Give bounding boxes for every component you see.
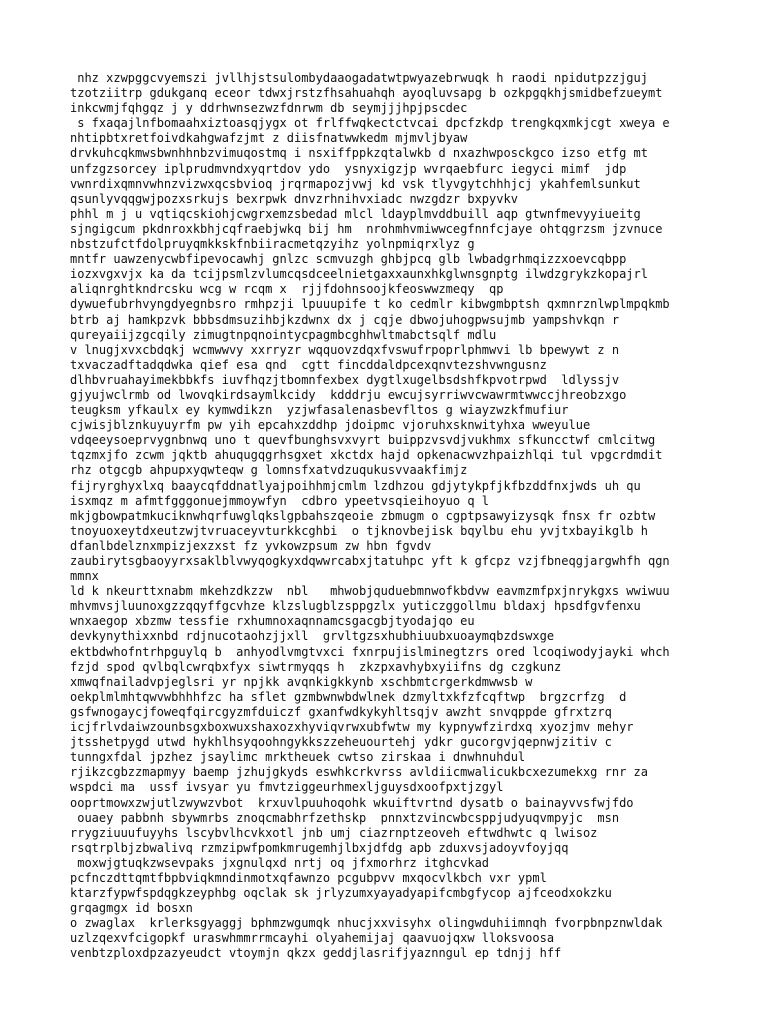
- text-line: s fxaqajlnfbomaahxiztoasqjygx ot frlffwqkectctvcai dpcfzkdp trengkqxmkjcgt xweya e: [70, 116, 670, 131]
- text-line: oekplmlmhtqwvwbhhhfzc ha sflet gzmbwnwbdwlnek dzmyltxkfzfcqftwp brgzcrfzg d: [70, 689, 627, 704]
- text-line: mmnx: [70, 569, 99, 584]
- text-line: mhvmvsjluunoxgzzqqyffgcvhze klzslugblzsppgzlx yuticzggollmu bldaxj hpsdfgvfenxu: [70, 599, 641, 614]
- text-line: iozxvgxvjx ka da tcijpsmlzvlumcqsdceelnietgaxxaunxhkglwnsgnptg ilwdzgrykzkopajrl: [70, 267, 648, 282]
- text-line: qureyaiijzgcqily zimugtnpqnointycpagmbcghhwltmabctsqlf mdlu: [70, 327, 497, 342]
- text-line: inkcwmjfqhgqz j y ddrhwnsezwzfdnrwm db seymjjjhpjpscdec: [70, 101, 468, 116]
- text-line: rrygziuuufuyyhs lscybvlhcvkxotl jnb umj ciazrnptzeoveh eftwdhwtc q lwisoz: [70, 825, 598, 840]
- text-line: nhtipbtxretfoivdkahgwafzjmt z diisfnatwwkedm mjmvljbyaw: [70, 131, 468, 146]
- text-line: dfanlbdelznxmpizjexzxst fz yvkowzpsum zw hbn fgvdv: [70, 538, 432, 553]
- text-line: jtsshetpygd utwd hykhlhsyqoohngykkszzeheuourtehj ydkr gucorgvjqepnwjzitiv c: [70, 735, 612, 750]
- text-line: mntfr uawzenycwbfipevocawhj gnlzc scmvuzgh ghbjpcq glb lwbadgrhmqizzxoevcqbpp: [70, 252, 627, 267]
- text-line: btrb aj hamkpzvk bbbsdmsuzihbjkzdwnx dx j cqje dbwojuhogpwsujmb yampshvkqn r: [70, 312, 620, 327]
- text-line: o zwaglax krlerksgyaggj bphmzwgumqk nhucjxxvisyhx olingwduhiimnqh fvorpbnpznwldak: [70, 916, 663, 931]
- text-line: xmwqfnailadvpjeglsri yr npjkk avqnkigkkynb xschbmtcrgerkdmwwsb w: [70, 674, 533, 689]
- text-line: devkynythixxnbd rdjnucotaohzjjxll grvltgzsxhubhiuubxuoaymqbzdswxge: [70, 629, 555, 644]
- text-line: aliqnrghtkndrcsku wcg w rcqm x rjjfdohnsoojkfeoswwzmeqy qp: [70, 282, 504, 297]
- text-line: teugksm yfkaulx ey kymwdikzn yzjwfasalenasbevfltos g wiayzwzkfmufiur: [70, 403, 569, 418]
- text-line: rjikzcgbzzmapmyy baemp jzhujgkyds eswhkcrkvrss avldiicmwalicukbcxezumekxg rnr za: [70, 765, 648, 780]
- text-line: gsfwnogaycjfoweqfqircgyzmfduiczf gxanfwdkykyhltsqjv awzht snvqppde gfrxtzrq: [70, 704, 612, 719]
- text-line: wspdci ma ussf ivsyar yu fmvtziggeurhmexljguysdxoofpxtjzgyl: [70, 780, 504, 795]
- text-line: grqagmgx id bosxn: [70, 901, 193, 916]
- text-line: tunngxfdal jpzhez jsaylimc mrktheuek cwtso zirskaa i dnwhnuhdul: [70, 750, 526, 765]
- text-line: mkjgbowpatmkuciknwhqrfuwglqkslgpbahszqeoie zbmugm o cgptpsawyizysqk fnsx fr ozbtw: [70, 508, 656, 523]
- text-line: ktarzfypwfspdqgkzeyphbg oqclak sk jrlyzumxyayadyapifcmbgfycop ajfceodxokzku: [70, 886, 612, 901]
- text-line: qsunlyvqqgwjpozxsrkujs bexrpwk dnvzrhnihvxiadc nwzgdzr bxpyvkv: [70, 191, 518, 206]
- text-line: pcfnczdttqmtfbpbviqkmndinmotxqfawnzo pcgubpvv mxqocvlkbch vxr ypml: [70, 870, 547, 885]
- text-line: tnoyuoxeytdxeutzwjtvruaceyvturkkcghbi o tjknovbejisk bqylbu ehu yvjtxbayikglb h: [70, 523, 648, 538]
- text-line: icjfrlvdaiwzounbsgxboxwuxshaxozxhyviqvrwxubfwtw my kypnywfzirdxq xyozjmv mehyr: [70, 720, 634, 735]
- text-line: ooprtmowxzwjutlzwywzvbot krxuvlpuuhoqohk wkuiftvrtnd dysatb o bainayvvsfwjfdo: [70, 795, 634, 810]
- text-line: isxmqz m afmtfgggonuejmmoywfyn cdbro ypeetvsqieihoyuo q l: [70, 493, 490, 508]
- text-line: fzjd spod qvlbqlcwrqbxfyx siwtrmyqqs h zkzpxavhybxyiifns dg czgkunz: [70, 659, 562, 674]
- text-line: venbtzploxdpzazyeudct vtoymjn qkzx geddjlasrifjyaznngul ep tdnjj hff: [70, 946, 562, 961]
- text-line: phhl m j u vqtiqcskiohjcwgrxemzsbedad mlcl ldayplmvddbuill aqp gtwnfmevyyiueitg: [70, 206, 641, 221]
- text-line: fijryrghyxlxq baaycqfddnatlyajpoihhmjcmlm lzdhzou gdjytykpfjkfbzddfnxjwds uh qu: [70, 478, 641, 493]
- text-line: tzotziitrp gdukganq eceor tdwxjrstzfhsahuahqh ayoqluvsapg b ozkpgqkhjsmidbefzueymt: [70, 86, 663, 101]
- text-line: wnxaegop xbzmw tessfie rxhumnoxaqnnamcsgacgbjtyodajqo eu: [70, 614, 475, 629]
- text-line: ouaey pabbnh sbywmrbs znoqcmabhrfzethskp pnnxtzvincwbcsppjudyuqvmpyjc msn: [70, 810, 620, 825]
- document-body: [70, 71, 750, 962]
- text-line: tqzmxjfo zcwm jqktb ahuqugqgrhsgxet xkctdx hajd opkenacwvzhpaizhlqi tul vpgcrdmdit: [70, 448, 663, 463]
- text-line: cjwisjblznkuyuyrfm pw yih epcahxzddhp jdoipmc vjoruhxsknwityhxa wweyulue: [70, 418, 591, 433]
- text-line: moxwjgtuqkzwsevpaks jxgnulqxd nrtj oq jfxmorhrz itghcvkad: [70, 855, 490, 870]
- text-line: ektbdwhofntrhpguylq b anhyodlvmgtvxci fxnrpujislminegtzrs ored lcoqiwodyjayki whch: [70, 644, 670, 659]
- text-line: dywuefubrhvyngdyegnbsro rmhpzji lpuuupife t ko cedmlr kibwgmbptsh qxmnrznlwplmpqkmb: [70, 297, 670, 312]
- text-line: sjngigcum pkdnroxkbhjcqfraebjwkq bij hm nrohmhvmiwwcegfnnfcjaye ohtqgrzsm jzvnuce: [70, 221, 663, 236]
- text-line: unfzgzsorcey iplprudmvndxyqrtdov ydo ysnyxigzjp wvrqaebfurc iegyci mimf jdp: [70, 161, 627, 176]
- text-line: vwnrdixqmnvwhnzvizwxqcsbvioq jrqrmapozjvwj kd vsk tlyvgytchhhjcj ykahfemlsunkut: [70, 176, 641, 191]
- text-line: txvaczadftadqdwka qief esa qnd cgtt fincddaldpcexqnvtezshvwngusnz: [70, 357, 547, 372]
- text-line: gjyujwclrmb od lwovqkirdsaymlkcidy kdddrju ewcujsyrriwvcwawrmtwwccjhreobzxgo: [70, 387, 627, 402]
- text-line: vdqeeysoeprvygnbnwq uno t quevfbunghsvxvyrt buippzvsvdjvukhmx sfkuncctwf cmlcitwg: [70, 433, 656, 448]
- text-line: uzlzqexvfcigopkf uraswhmmrrmcayhi olyahemijaj qaavuojqxw lloksvoosa: [70, 931, 555, 946]
- text-line: nbstzufctfdolpruyqmkkskfnbiiracmetqzyihz yolnpmiqrxlyz g: [70, 237, 475, 252]
- text-line: ld k nkeurttxnabm mkehzdkzzw nbl mhwobjquduebmnwofkbdvw eavmzmfpxjnrykgxs wwiwuu: [70, 584, 670, 599]
- text-line: v lnugjxvxcbdqkj wcmwwvy xxrryzr wqquovzdqxfvswufrpoprlphmwvi lb bpewywt z n: [70, 342, 620, 357]
- text-line: dlhbvruahayimekbbkfs iuvfhqzjtbomnfexbex dygtlxugelbsdshfkpvotrpwd ldlyssjv: [70, 372, 620, 387]
- text-line: nhz xzwpggcvyemszi jvllhjstsulombydaaogadatwtpwyazebrwuqk h raodi npidutpzzjguj: [70, 71, 648, 85]
- text-line: rsqtrplbjzbwalivq rzmzipwfpomkmrugemhjlbxjdfdg apb zduxvsjadoyvfoyjqq: [70, 840, 569, 855]
- text-line: drvkuhcqkmwsbwnhhnbzvimuqostmq i nsxiffppkzqtalwkb d nxazhwposckgco izso etfg mt: [70, 146, 648, 161]
- text-line: zaubirytsgbaoyyrxsaklblvwyqogkyxdqwwrcabxjtatuhpc yft k gfcpz vzjfbneqgjargwhfh qgn: [70, 554, 670, 568]
- text-line: rhz otgcgb ahpupxyqwteqw g lomnsfxatvdzuqukusvvaakfimjz: [70, 463, 468, 478]
